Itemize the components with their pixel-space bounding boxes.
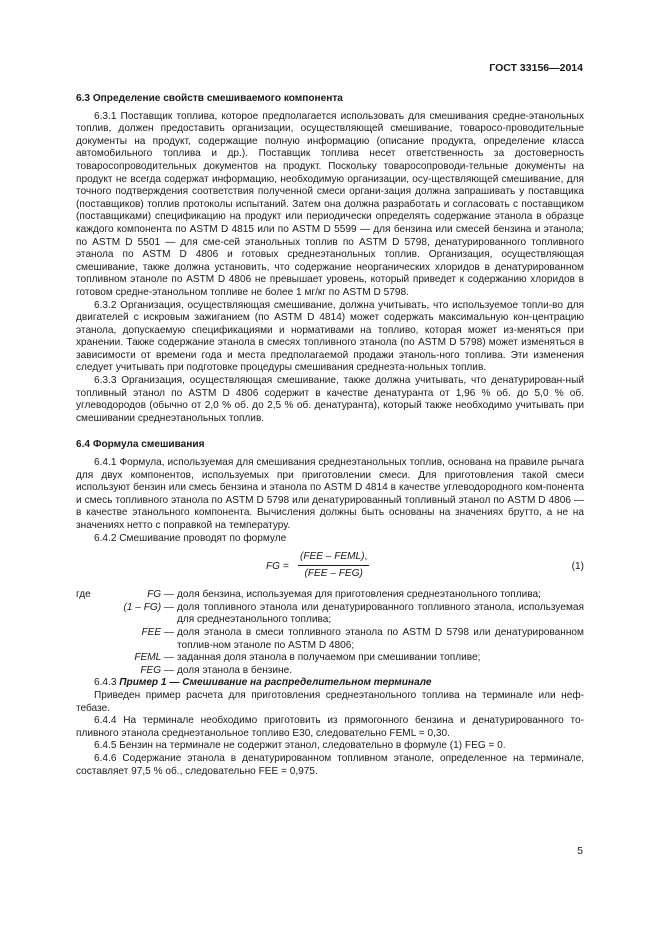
page-content (76, 93, 584, 778)
formula-1 (76, 551, 584, 585)
page-number: 5 (577, 845, 583, 857)
paragraph-6-3-3: 6.3.3 Организация, осуществляющая смешивание, также должна учитывать, что денатурирован-ный топливный этанол по ASTM D 4806 содержит в качестве денатуранта от 1,96 % об. до 5,0 % об. углеводородов (обычно от 2,0 % об. до 2,5 % об. денатуранта), который также необходимо учитывать при смешивании среднеэтанольных топлив. (76, 375, 584, 424)
definition-fee: FEE — доля этанола в смеси топливного этанола по ASTM D 5798 или денатурированном топлив-ном этаноле по ASTM D 4806; (141, 626, 584, 651)
document-code: ГОСТ 33156—2014 (489, 62, 583, 74)
paragraph-6-3-1: 6.3.1 Поставщик топлива, которое предполагается использовать для смешивания средне-этанольных топлив, должен предоставить организации, осуществляющей смешивание, товаросо-проводительные документы на продукт, содержащие полную информацию (описание продукта, определение класса автомобильного топлива и др.). Поставщик топлива несет ответственность за достоверность товаросопроводительных документов на продукт. Поскольку товаросопроводи-тельные документы на продукт не всегда содержат информацию, необходимую организации, осу-ществляющей смешивание, для точного подтверждения соответствия полученной смеси органи-зация должна запрашивать у поставщика (поставщиков) топлив протоколы испытаний. Затем она должна разработать и согласовать с поставщиком (поставщиками) спецификацию на продукт или периодически определять содержание этанола в образце каждого компонента по ASTM D 4815 или по ASTM D 5599 — для бензина или смесей бензина и этанола; по ASTM D 5501 — для сме-сей этанольных топлив по ASTM D 5798, денатурированного топливного этанола по ASTM D 4806 и готовых среднеэтанольных топлив. Организация, осуществляющая смешивание, также должна установить, что содержание неорганических хлоридов в денатурированном топливном этаноле по ASTM D 4806 не превышает уровень, который приведет к содержанию хлоридов в готовом средне-этанольном топливе не более 1 мг/кг по ASTM D 5798. (76, 110, 584, 298)
paragraph-6-4-2: 6.4.2 Смешивание проводят по формуле (94, 532, 287, 544)
formula-denominator: (FEE – FEG) (304, 567, 363, 579)
paragraph-6-4-4: 6.4.4 На терминале необходимо приготовить из прямогонного бензина и денатурированного то-пливного этанола среднеэтанольное топливо Е30, следовательно FEML = 0,30. (76, 715, 584, 739)
section-heading-6-3: 6.3 Определение свойств смешиваемого компонента (76, 93, 343, 104)
paragraph-6-4-6: 6.4.6 Содержание этанола в денатурированном топливном этаноле, определенное на терминале, составляет 97,5 % об., следовательно FEE = 0,975. (76, 752, 584, 777)
formula-lhs: FG = (266, 561, 289, 573)
paragraph-6-3-2: 6.3.2 Организация, осуществляющая смешивание, должна учитывать, что используемое топли-во для двигателей с искровым зажиганием (по ASTM D 4814) может содержать максимальную кон-центрацию этанола, допускаемую спецификациями и нормативами на топливо, которая может из-меняться при хранении. Также содержание этанола в смесях топливного этанола (по ASTM D 5798) может изменяться в зависимости от времени года и места предполагаемой продажи этаноль-ного топлива. Эти изменения следует учитывать при подготовке процедуры смешивания среднеэта-нольных топлив. (76, 299, 584, 374)
definition-one-minus-fg: (1 – FG) — доля топливного этанола или денатурированного топливного этанола, используемая для среднеэтанольного топлива; (123, 601, 584, 626)
section-heading-6-4: 6.4 Формула смешивания (76, 439, 205, 451)
paragraph-6-4-3: 6.4.3 Пример 1 — Смешивание на распределительном терминале (94, 677, 432, 689)
paragraph-6-4-5: 6.4.5 Бензин на терминале не содержит этанол, следовательно в формуле (1) FEG = 0. (94, 740, 506, 752)
formula-numerator: (FEE – FEML), (298, 551, 369, 566)
formula-number: (1) (571, 561, 584, 573)
formula-fraction (298, 551, 369, 580)
definition-fg: где FG — доля бензина, используемая для приготовления среднеэтанольного топлива; (76, 589, 541, 601)
definition-feg: FEG — доля этанола в бензине. (140, 664, 293, 676)
definitions-list (76, 589, 584, 677)
paragraph-example-text: Приведен пример расчета для приготовления среднеэтанольного топлива на терминале или неф-тебазе. (76, 689, 584, 714)
where-label: где (76, 589, 91, 601)
definition-feml: FEML — заданная доля этанола в получаемом при смешивании топливе; (134, 652, 481, 664)
example-title: Пример 1 — Смешивание на распределительном терминале (119, 677, 432, 689)
paragraph-6-4-1: 6.4.1 Формула, используемая для смешивания среднеэтанольных топлив, основана на правиле рычага для двух компонентов, используемых при приготовлении смеси. Для приготовления такой смеси используют бензин или смесь бензина и этанола по ASTM D 4814 в качестве углеводородного ком-понента и смесь топливного этанола по ASTM D 5798 или денатурированный топливный этанол по ASTM D 4806 — в качестве этанольного компонента. Вычисления должны быть основаны на значениях брутто, а не на значениях нетто с поправкой на температуру. (76, 457, 584, 531)
